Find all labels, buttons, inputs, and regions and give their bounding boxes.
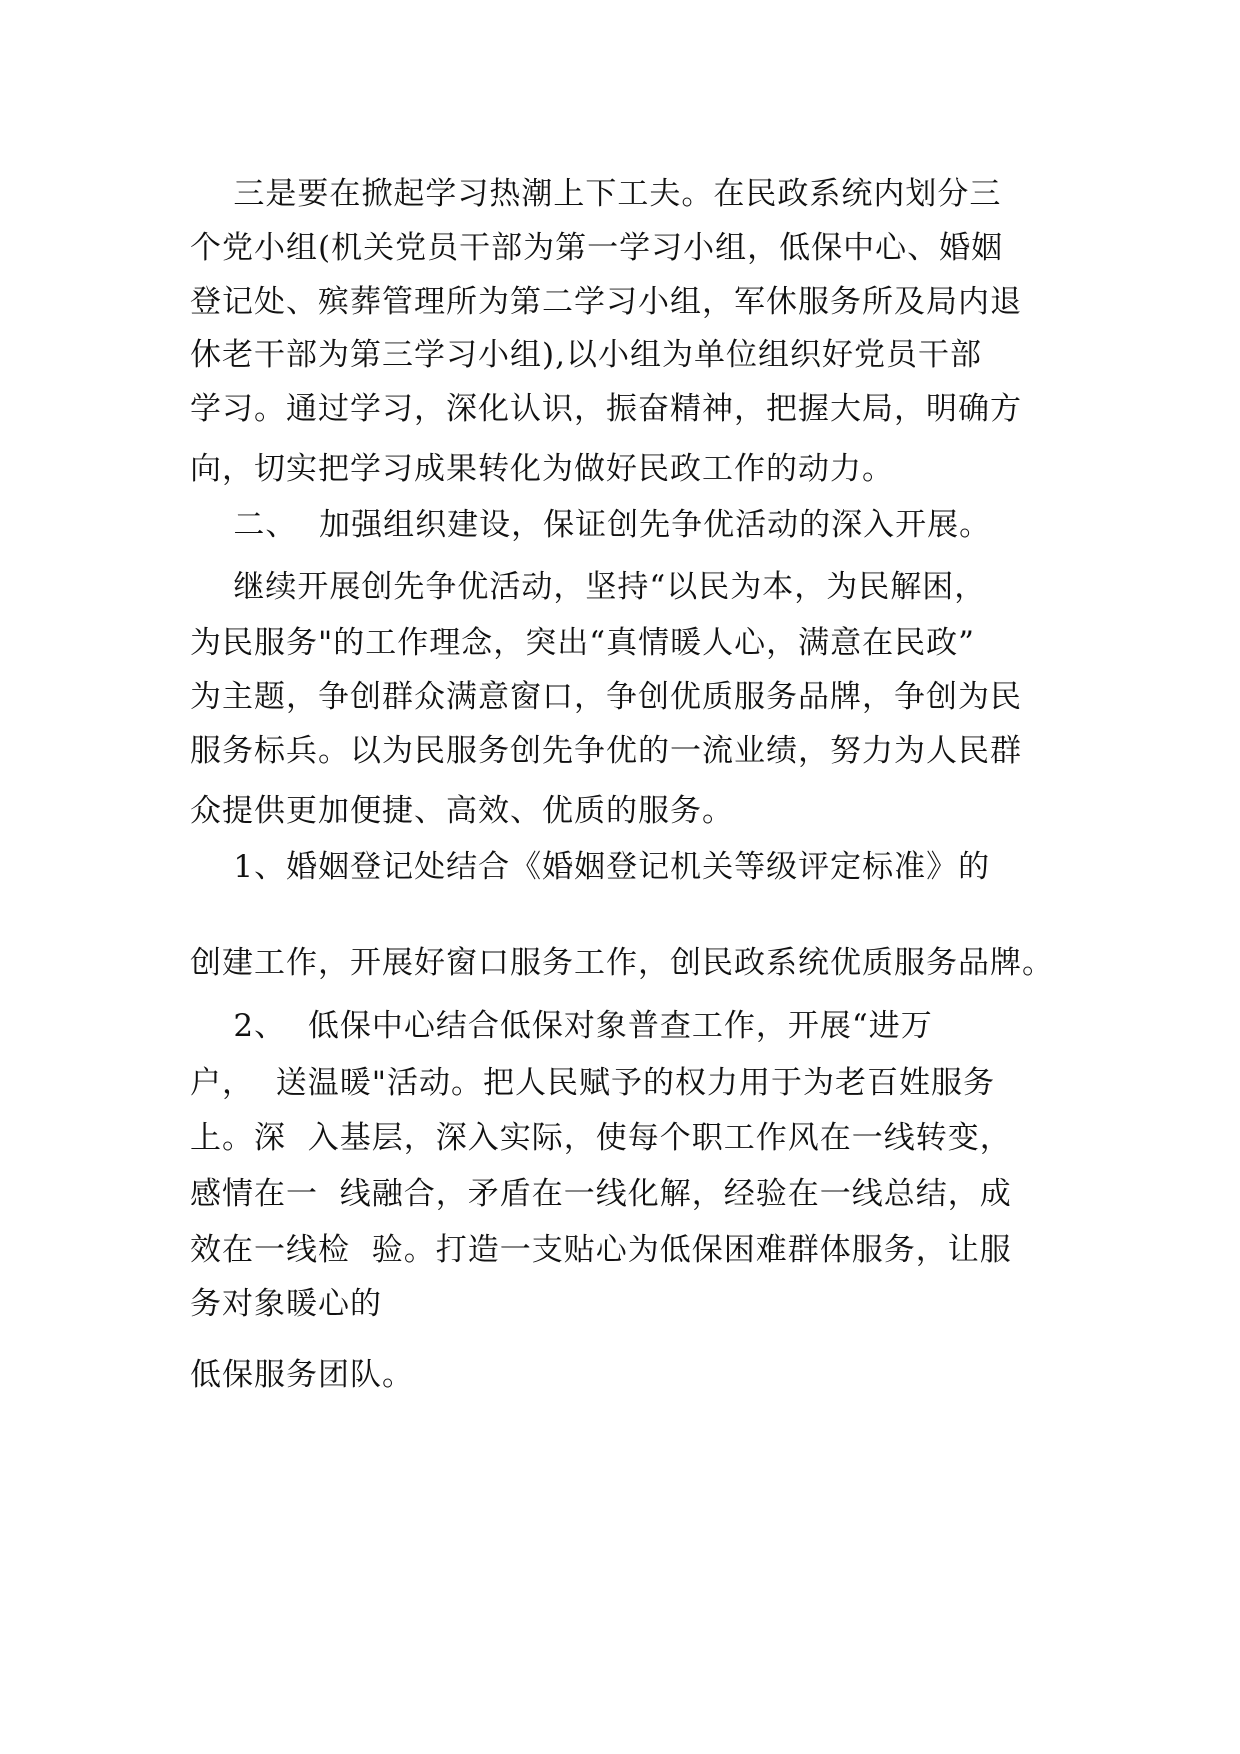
text-line: 为民服务"的工作理念，突出“真情暖人心，满意在民政” bbox=[190, 625, 975, 661]
section-heading: 二、 加强组织建设，保证创先争优活动的深入开展。 bbox=[190, 507, 992, 543]
text-line: 务对象暖心的 bbox=[190, 1286, 382, 1322]
text-line: 上。深 入基层，深入实际，使每个职工作风在一线转变， bbox=[190, 1120, 1012, 1156]
list-item-text: 1、婚姻登记处结合《婚姻登记机关等级评定标准》的 bbox=[190, 849, 991, 885]
text-line: 个党小组(机关党员干部为第一学习小组，低保中心、婚姻 bbox=[190, 230, 1004, 266]
text-line: 学习。通过学习，深化认识，振奋精神，把握大局，明确方 bbox=[190, 391, 1022, 427]
text-line: 感情在一 线融合，矛盾在一线化解，经验在一线总结，成 bbox=[190, 1176, 1012, 1212]
text-line: 服务标兵。以为民服务创先争优的一流业绩，努力为人民群 bbox=[190, 733, 1022, 769]
text-line: 向，切实把学习成果转化为做好民政工作的动力。 bbox=[190, 451, 894, 487]
list-item-text: 2、 低保中心结合低保对象普查工作，开展“进万 bbox=[190, 1008, 933, 1044]
text-line: 效在一线检 验。打造一支贴心为低保困难群体服务，让服 bbox=[190, 1232, 1012, 1268]
text-line: 继续开展创先争优活动，坚持“以民为本，为民解困， bbox=[190, 569, 987, 605]
text-line: 低保服务团队。 bbox=[190, 1357, 414, 1393]
text-line: 休老干部为第三学习小组),以小组为单位组织好党员干部 bbox=[190, 337, 982, 373]
text-line: 户， 送温暖"活动。把人民赋予的权力用于为老百姓服务 bbox=[190, 1065, 995, 1101]
text-line: 创建工作，开展好窗口服务工作，创民政系统优质服务品牌。 bbox=[190, 945, 1054, 981]
text-line: 为主题，争创群众满意窗口，争创优质服务品牌，争创为民 bbox=[190, 679, 1022, 715]
text-line: 三是要在掀起学习热潮上下工夫。在民政系统内划分三 bbox=[190, 176, 1002, 212]
text-line: 登记处、殡葬管理所为第二学习小组，军休服务所及局内退 bbox=[190, 284, 1022, 320]
text-line: 众提供更加便捷、高效、优质的服务。 bbox=[190, 793, 734, 829]
